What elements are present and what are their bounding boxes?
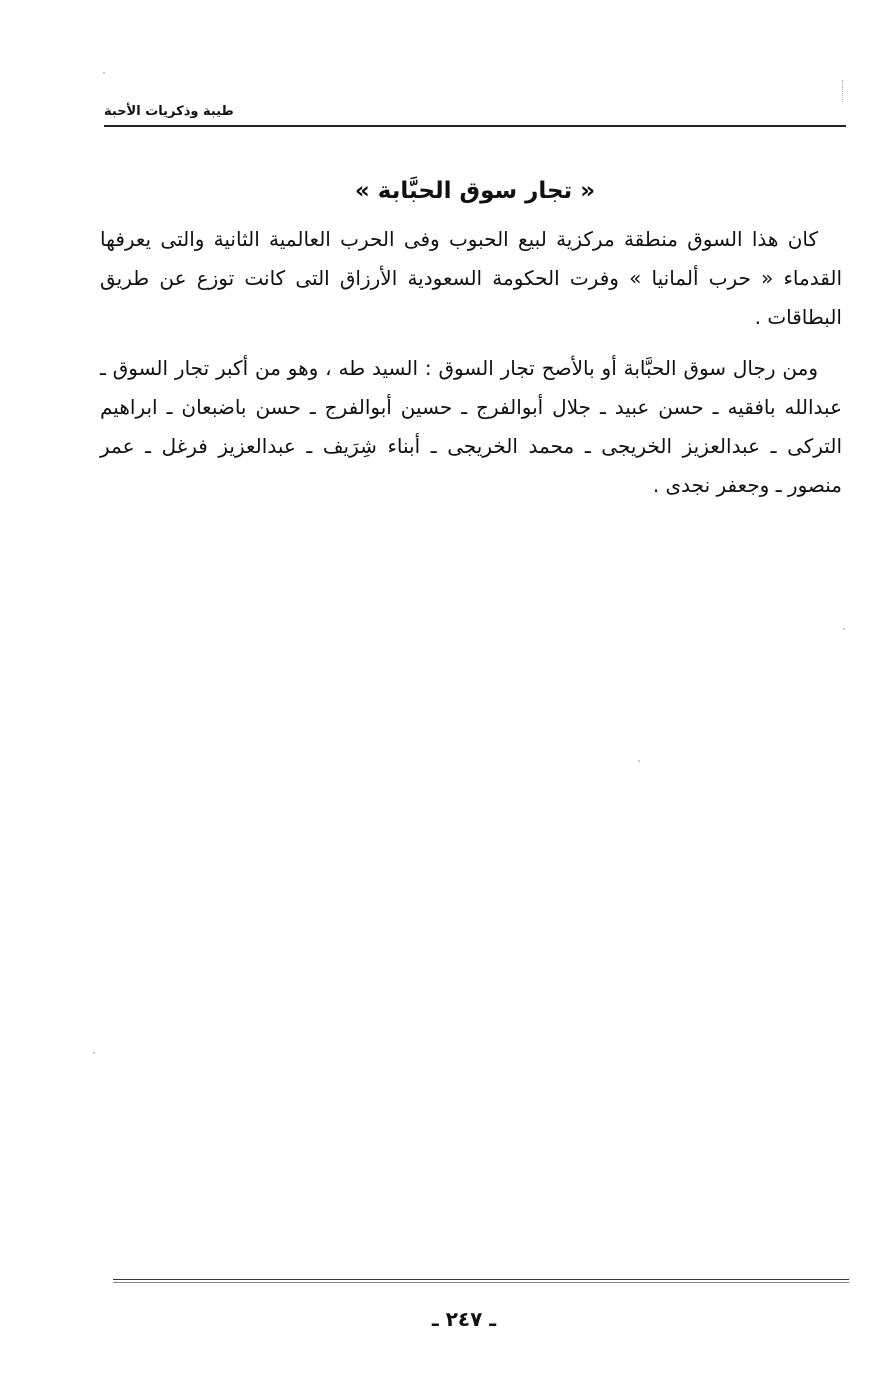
running-header: طيبة وذكريات الأحبة (104, 104, 234, 119)
scan-speck (638, 760, 640, 762)
scan-speck (843, 628, 845, 630)
section-title: « تجار سوق الحبَّابة » (354, 178, 596, 204)
margin-mark (842, 80, 844, 102)
footer-rule-secondary (113, 1282, 849, 1283)
paragraph-2: ومن رجال سوق الحبَّابة أو بالأصح تجار السوق : السيد طه ، وهو من أكبر تجار السوق ـ عبدالله بافقيه ـ حسن عبيد ـ جلال أبوالفرج ـ حسين أبوالفرج ـ حسن باضبعان ـ ابراهيم التركى ـ عبدالعزيز الخريجى ـ محمد الخريجى ـ أبناء شِرَيف ـ عبدالعزيز فرغل ـ عمر منصور ـ وجعفر نجدى . (100, 356, 842, 497)
body-text (100, 220, 842, 505)
footer-rule (113, 1279, 849, 1280)
page-number: ـ ٢٤٧ ـ (431, 1307, 497, 1331)
scan-speck (93, 1052, 95, 1054)
paragraph-1: كان هذا السوق منطقة مركزية لبيع الحبوب وفى الحرب العالمية الثانية والتى يعرفها القدماء « حرب ألمانيا » وفرت الحكومة السعودية الأرزاق التى كانت توزع عن طريق البطاقات . (100, 227, 842, 329)
scan-speck (103, 72, 105, 74)
header-rule (104, 125, 846, 127)
